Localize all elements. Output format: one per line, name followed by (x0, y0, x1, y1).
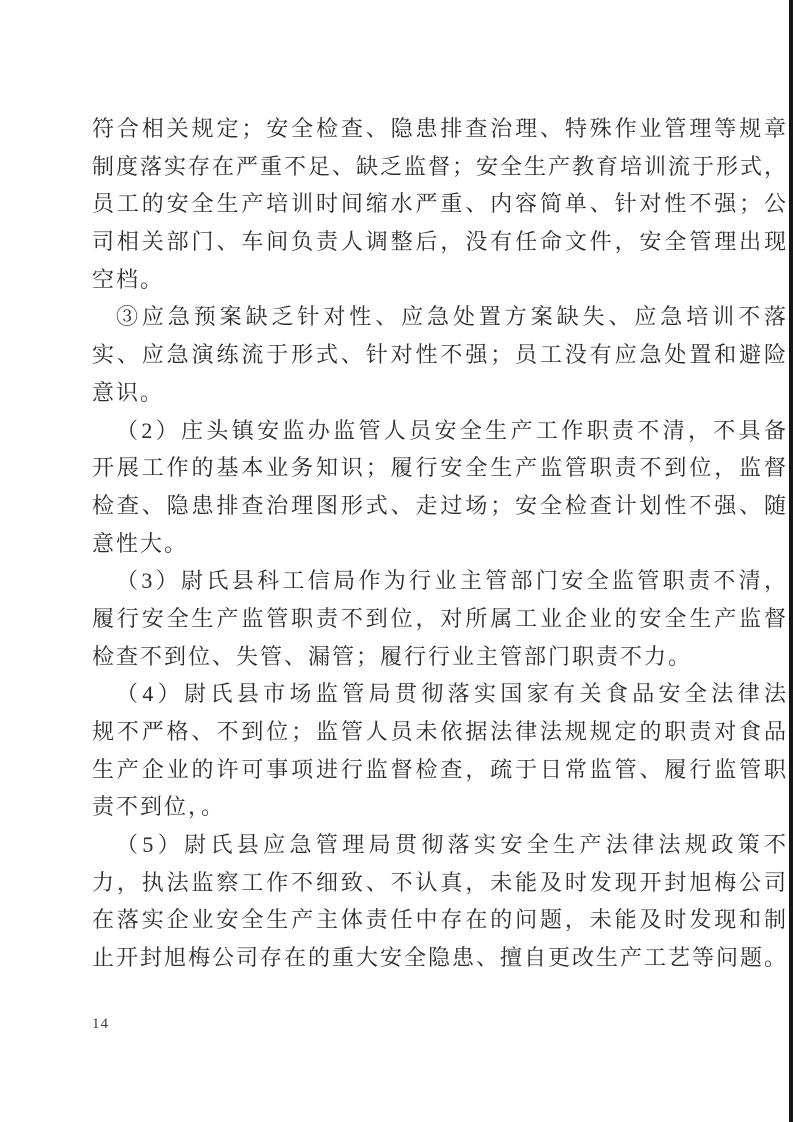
paragraph (92, 412, 786, 563)
text-line: 责不到位，。 (92, 794, 226, 820)
text-line: 意性大。 (92, 530, 189, 556)
page-number: 14 (92, 1016, 109, 1032)
text-line: （2）庄头镇安监办监管人员安全生产工作职责不清，不具备 (116, 417, 786, 443)
text-line: 意识。 (92, 379, 165, 405)
paragraph (92, 562, 786, 675)
text-line: 生产企业的许可事项进行监督检查，疏于日常监管、履行监管职 (92, 756, 786, 782)
text-line: 检查不到位、失管、漏管；履行行业主管部门职责不力。 (92, 643, 693, 669)
text-line: ③应急预案缺乏针对性、应急处置方案缺失、应急培训不落 (116, 304, 786, 330)
text-line: 检查、隐患排查治理图形式、走过场；安全检查计划性不强、随 (92, 492, 786, 518)
text-line: 制度落实存在严重不足、缺乏监督；安全生产教育培训流于形式， (92, 153, 786, 179)
text-line: 在落实企业安全生产主体责任中存在的问题，未能及时发现和制 (92, 907, 786, 933)
text-line: 司相关部门、车间负责人调整后，没有任命文件，安全管理出现 (92, 229, 786, 255)
paragraph (92, 826, 786, 977)
text-line: （4）尉氏县市场监管局贯彻落实国家有关食品安全法律法 (116, 681, 786, 707)
text-line: 开展工作的基本业务知识；履行安全生产监管职责不到位，监督 (92, 455, 786, 481)
text-line: 力，执法监察工作不细致、不认真，未能及时发现开封旭梅公司 (92, 869, 786, 895)
paragraph (92, 298, 786, 411)
text-line: 规不严格、不到位；监管人员未依据法律法规规定的职责对食品 (92, 719, 786, 744)
text-line: 履行安全生产监管职责不到位，对所属工业企业的安全生产监督 (92, 605, 786, 631)
document-body (92, 110, 786, 977)
text-line: 止开封旭梅公司存在的重大安全隐患、擅自更改生产工艺等问题。 (92, 945, 786, 971)
paragraph (92, 110, 786, 298)
text-line: 空档。 (92, 266, 165, 292)
text-line: 符合相关规定；安全检查、隐患排查治理、特殊作业管理等规章 (92, 116, 786, 141)
page-edge-line (789, 0, 793, 1122)
text-line: 实、应急演练流于形式、针对性不强；员工没有应急处置和避险 (92, 342, 786, 368)
text-line: （5）尉氏县应急管理局贯彻落实安全生产法律法规政策不 (116, 832, 786, 858)
text-line: 员工的安全生产培训时间缩水严重、内容简单、针对性不强；公 (92, 191, 786, 217)
paragraph (92, 675, 786, 826)
text-line: （3）尉氏县科工信局作为行业主管部门安全监管职责不清， (116, 568, 786, 594)
